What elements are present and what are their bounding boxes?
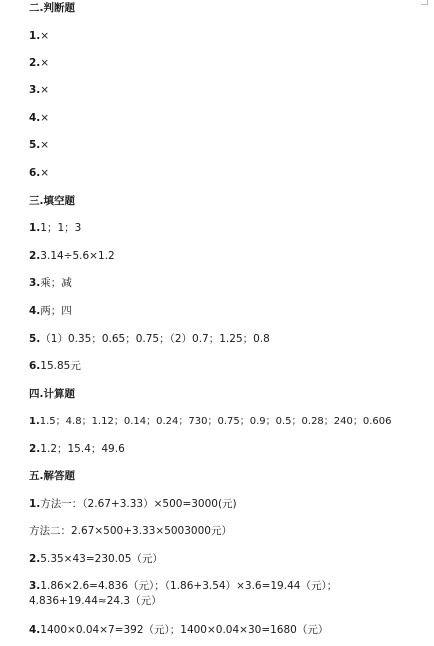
item-number: 5. — [29, 333, 41, 345]
answer-line — [29, 139, 49, 152]
item-number: 4. — [29, 305, 41, 317]
answer-line — [29, 624, 328, 637]
answer-text: 1.5；4.8；1.12；0.14；0.24；730；0.75；0.9；0.5；0.28；240；0.606 — [39, 416, 392, 427]
section-heading-judgment: 二.判断题 — [29, 2, 75, 14]
answer-line — [29, 277, 72, 290]
item-number: 4. — [29, 624, 41, 636]
item-number: 1. — [29, 416, 40, 427]
item-number: 6. — [29, 360, 41, 372]
answer-text: × — [40, 30, 50, 42]
answer-text: 3.14÷5.6×1.2 — [40, 250, 115, 262]
answer-line — [29, 415, 392, 428]
answer-line — [29, 305, 72, 318]
answer-text: × — [40, 84, 50, 96]
item-number: 5. — [29, 139, 41, 151]
section-heading-word-problems: 五.解答题 — [29, 470, 75, 482]
answer-text: 5.35×43=230.05（元） — [40, 553, 163, 565]
answer-text: （1）0.35；0.65；0.75；（2）0.7；1.25；0.8 — [40, 333, 270, 345]
answer-line — [29, 360, 81, 373]
answer-text: 两；四 — [40, 305, 72, 317]
answer-line — [29, 333, 270, 346]
answer-text: × — [40, 139, 50, 151]
answer-text: 乘；减 — [40, 277, 72, 289]
answer-line — [29, 84, 49, 97]
answer-line — [29, 498, 237, 511]
item-number: 3. — [29, 277, 41, 289]
answer-line — [29, 30, 49, 43]
item-number: 1. — [29, 498, 41, 510]
corner-mark — [421, 0, 428, 5]
item-number: 3. — [29, 84, 41, 96]
item-number: 3. — [29, 580, 41, 592]
answer-text: × — [40, 57, 50, 69]
item-number: 2. — [29, 443, 41, 455]
answer-line — [29, 167, 49, 180]
answer-line-continuation: 4.836+19.44≈24.3（元） — [29, 595, 162, 607]
answer-text: 1；1；3 — [40, 222, 82, 234]
answer-text: 方法一：（2.67+3.33）×500=3000(元) — [40, 498, 237, 510]
answer-text: 方法二：2.67×500+3.33×5003000元） — [29, 525, 232, 537]
item-number: 1. — [29, 222, 41, 234]
answer-text: × — [40, 167, 50, 179]
answer-line — [29, 57, 49, 70]
section-heading-fill-in: 三.填空题 — [29, 195, 75, 207]
answer-text: 1.2；15.4；49.6 — [40, 443, 125, 455]
answer-text: 1400×0.04×7=392（元）；1400×0.04×30=1680（元） — [40, 624, 329, 636]
section-heading-calculation: 四.计算题 — [29, 388, 75, 400]
answer-text: 1.86×2.6=4.836（元）；（1.86+3.54）×3.6=19.44（元）； — [40, 580, 338, 592]
answer-line — [29, 222, 81, 235]
answer-line — [29, 443, 125, 456]
item-number: 4. — [29, 112, 41, 124]
item-number: 6. — [29, 167, 41, 179]
answer-line — [29, 580, 337, 593]
answer-line — [29, 553, 163, 566]
answer-line — [29, 112, 49, 125]
answer-text: × — [40, 112, 50, 124]
item-number: 2. — [29, 57, 41, 69]
item-number: 2. — [29, 553, 41, 565]
item-number: 2. — [29, 250, 41, 262]
item-number: 1. — [29, 30, 41, 42]
answer-line — [29, 525, 232, 538]
answer-text: 15.85元 — [40, 360, 81, 372]
answer-line — [29, 250, 115, 263]
